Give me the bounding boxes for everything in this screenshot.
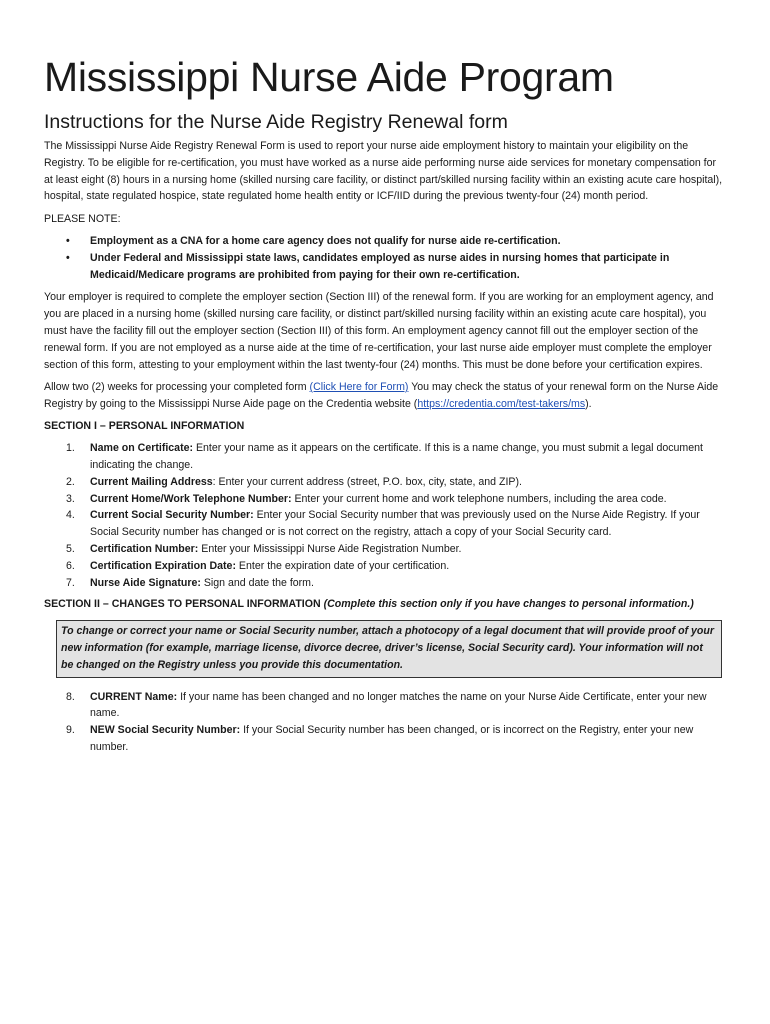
page-subtitle: Instructions for the Nurse Aide Registry Renewal form (44, 111, 508, 133)
item-label: Certification Number: (90, 543, 199, 556)
item-text: Enter your Mississippi Nurse Aide Registration Number. (198, 543, 462, 556)
list-item (44, 722, 724, 756)
item-text: : Enter your current address (street, P.O. box, city, state, and ZIP). (212, 475, 522, 488)
item-label: Current Home/Work Telephone Number: (90, 492, 292, 505)
item-label: CURRENT Name: (90, 690, 178, 703)
item-label: Name on Certificate: (90, 442, 194, 455)
section-2-heading (44, 596, 724, 613)
item-label: Certification Expiration Date: (90, 559, 236, 572)
item-label: Nurse Aide Signature: (90, 576, 201, 589)
item-label: NEW Social Security Number: (90, 724, 241, 737)
item-label: Current Mailing Address (90, 475, 213, 488)
processing-text: Allow two (2) weeks for processing your completed form (44, 380, 310, 393)
list-item (44, 689, 724, 723)
credentia-link[interactable]: https://credentia.com/test-takers/ms (417, 397, 586, 410)
employer-paragraph: Your employer is required to complete the employer section (Section III) of the renewal form. If you are working for an employment agency, and you are placed in a nursing home (skilled nursing care facility, or distinct part/skilled nursing facility within an existing acute care hospital), you must have the facility fill out the employer section (Section III) of this form. An employment agency cannot fill out the employer section of the renewal form. If you are not employed as a nurse aide at the time of re-certification, your last nurse aide employer must complete the employer section of this form, attesting to your employment within the last twenty-four (24) months. This must be done before your certification expires. (44, 291, 714, 371)
please-note-list (44, 233, 724, 283)
please-note-label: PLEASE NOTE: (44, 212, 121, 225)
section-2-note: (Complete this section only if you have changes to personal information.) (320, 598, 694, 611)
item-number: 6. (66, 559, 75, 572)
item-text: Enter your name as it appears on the certificate. If this is a name change, you must submit a legal document indicating the change. (90, 442, 703, 472)
processing-text: You may check the status of your renewal form on the Nurse Aide Registry by going to the Mississippi Nurse Aide page on the Credentia website ( (44, 380, 719, 410)
bullet-icon: • (66, 234, 70, 247)
item-text: Enter the expiration date of your certification. (235, 559, 450, 572)
section-2-callout: To change or correct your name or Social Security number, attach a photocopy of a legal document that will provide proof of your new information (for example, marriage license, divorce decree, driver’s license, Social Security card). Your information will not be changed on the Registry unless you provide this documentation. (56, 620, 722, 677)
item-text: If your name has been changed and no longer matches the name on your Nurse Aide Certificate, enter your new name. (90, 690, 707, 720)
item-number: 3. (66, 492, 75, 505)
intro-paragraph: The Mississippi Nurse Aide Registry Renewal Form is used to report your nurse aide employment history to maintain your eligibility on the Registry. To be eligible for re-certification, you must have worked as a nurse aide performing nurse aide services for monetary compensation for at least eight (8) hours in a nursing home (skilled nursing care facility, or distinct part/skilled nursing facility within an existing acute care hospital), hospital, state regulated hospice, state regulated home health entity or ICF/IID during the previous twenty-four (24) month period. (44, 140, 723, 203)
document-body (44, 138, 724, 761)
item-number: 2. (66, 475, 75, 488)
item-number: 9. (66, 724, 75, 737)
item-text: If your Social Security number has been changed, or is incorrect on the Registry, enter your new number. (90, 724, 694, 753)
item-text: Enter your Social Security number that was previously used on the Nurse Aide Registry. If your Social Security number has changed or is not correct on the registry, attach a copy of your Social Security card. (90, 509, 700, 539)
list-item (44, 440, 724, 474)
page-title: Mississippi Nurse Aide Program (44, 54, 614, 100)
section-2-list (44, 689, 724, 756)
section-1-heading: SECTION I – PERSONAL INFORMATION (44, 419, 245, 432)
list-item (44, 250, 724, 284)
list-item (44, 558, 724, 575)
bullet-text: Under Federal and Mississippi state laws, candidates employed as nurse aides in nursing homes that participate in Medicaid/Medicare programs are prohibited from paying for their own re-certification. (90, 251, 670, 281)
section-2-title: SECTION II – CHANGES TO PERSONAL INFORMATION (44, 598, 321, 611)
item-text: Enter your current home and work telephone numbers, including the area code. (291, 492, 667, 505)
processing-paragraph (44, 379, 724, 413)
list-item (44, 575, 724, 592)
item-number: 1. (66, 442, 75, 455)
bullet-text: Employment as a CNA for a home care agency does not qualify for nurse aide re-certification. (90, 234, 561, 247)
form-link[interactable]: (Click Here for Form) (309, 380, 409, 393)
item-number: 4. (66, 509, 75, 522)
item-number: 5. (66, 543, 75, 556)
item-text: Sign and date the form. (200, 576, 314, 589)
list-item (44, 541, 724, 558)
list-item (44, 507, 724, 541)
list-item (44, 233, 724, 250)
item-number: 7. (66, 576, 75, 589)
list-item (44, 474, 724, 491)
list-item (44, 491, 724, 508)
processing-text: ). (585, 397, 592, 410)
item-number: 8. (66, 690, 75, 703)
bullet-icon: • (66, 251, 70, 264)
section-1-list (44, 440, 724, 591)
item-label: Current Social Security Number: (90, 509, 254, 522)
